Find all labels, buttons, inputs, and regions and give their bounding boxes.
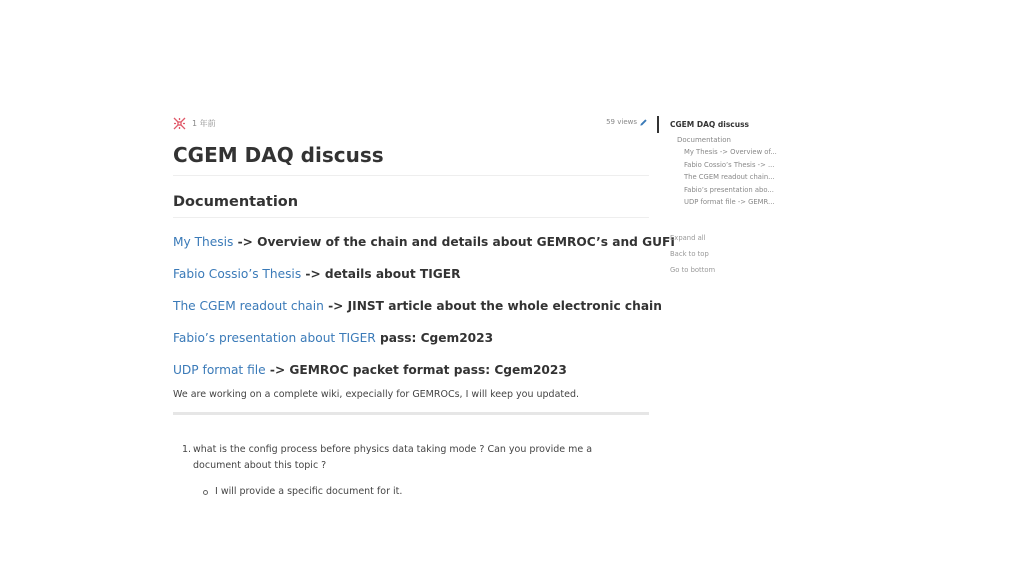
section-heading-documentation: Documentation: [173, 194, 299, 210]
circle-bullet-icon: [203, 490, 208, 495]
list-number: 1.: [182, 444, 192, 455]
pencil-icon[interactable]: [639, 118, 648, 127]
toc-item-fabio-thesis[interactable]: Fabio Cossio’s Thesis -> ...: [684, 161, 775, 169]
toc-item-title[interactable]: CGEM DAQ discuss: [670, 120, 749, 129]
doc-link-my-thesis[interactable]: My Thesis: [173, 235, 234, 249]
doc-link-readout-chain[interactable]: The CGEM readout chain: [173, 299, 324, 313]
page-title: CGEM DAQ discuss: [173, 143, 384, 167]
meta-row: [173, 116, 649, 132]
time-ago: 1 年前: [192, 119, 216, 128]
toc-active-indicator: [657, 116, 659, 133]
doc-item-udp-format: [173, 362, 649, 378]
doc-link-udp-format[interactable]: UDP format file: [173, 363, 266, 377]
answer-text: I will provide a specific document for it.: [215, 486, 403, 497]
article: [173, 116, 675, 500]
toc-item-my-thesis[interactable]: My Thesis -> Overview of...: [684, 148, 777, 156]
doc-desc: -> JINST article about the whole electronic chain: [323, 299, 662, 313]
toc-item-readout-chain[interactable]: The CGEM readout chain...: [684, 173, 775, 181]
doc-link-fabio-thesis[interactable]: Fabio Cossio’s Thesis: [173, 267, 302, 281]
title-divider: [173, 175, 649, 176]
qa-list: [173, 442, 649, 500]
toc-item-fabio-presentation[interactable]: Fabio’s presentation abo...: [684, 186, 774, 194]
answer-item: [203, 484, 649, 500]
section-divider: [173, 217, 649, 218]
wiki-note: We are working on a complete wiki, expecially for GEMROCs, I will keep you updated.: [173, 389, 580, 400]
list-item: [182, 442, 649, 474]
question-text: what is the config process before physics data taking mode ? Can you provide me a document about this topic ?: [193, 444, 593, 471]
doc-item-fabio-presentation: [173, 330, 649, 346]
doc-desc: -> Overview of the chain and details about GEMROC’s and GUFI: [233, 235, 675, 249]
horizontal-rule: [173, 412, 649, 415]
toc-item-documentation[interactable]: Documentation: [677, 136, 731, 144]
doc-link-fabio-presentation[interactable]: Fabio’s presentation about TIGER: [173, 331, 376, 345]
doc-desc: pass: Cgem2023: [375, 331, 494, 345]
avatar-icon[interactable]: [173, 117, 186, 130]
view-count: 59 views: [606, 118, 637, 126]
back-to-top-link[interactable]: Back to top: [670, 250, 709, 258]
doc-item-readout-chain: [173, 298, 662, 314]
doc-desc: -> GEMROC packet format pass: Cgem2023: [265, 363, 567, 377]
doc-item-fabio-thesis: [173, 266, 649, 282]
doc-desc: -> details about TIGER: [301, 267, 461, 281]
toc-item-udp-format[interactable]: UDP format file -> GEMR...: [684, 198, 775, 206]
doc-item-my-thesis: [173, 234, 675, 250]
expand-all-link[interactable]: Expand all: [670, 234, 706, 242]
go-to-bottom-link[interactable]: Go to bottom: [670, 266, 716, 274]
